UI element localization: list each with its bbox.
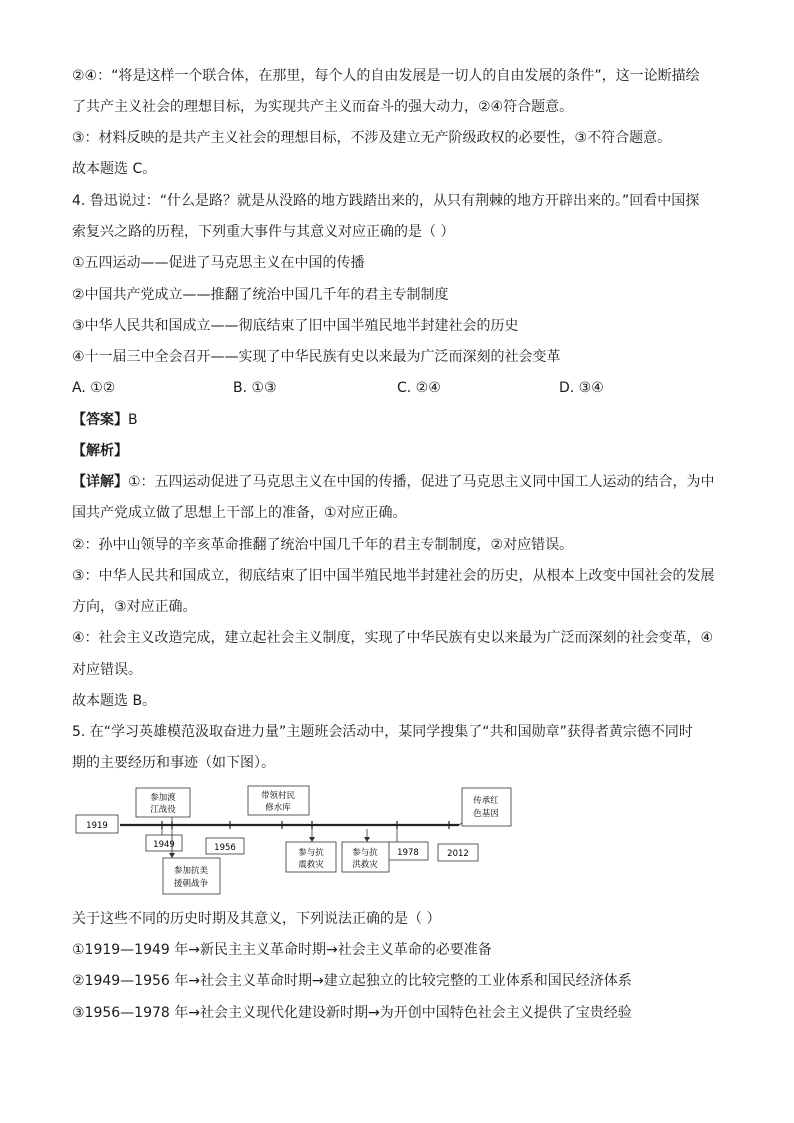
- event-jiangdu-zhanyi: [136, 788, 190, 821]
- year-1919: [76, 815, 118, 833]
- year-2012: [438, 844, 478, 861]
- svg-text:参与抗: 参与抗: [352, 848, 378, 858]
- timeline-figure: [72, 783, 532, 903]
- svg-text:色基因: 色基因: [473, 809, 499, 819]
- detail-line: ④：社会主义改造完成，建立起社会主义制度，实现了中华民族有史以来最为广泛而深刻的社会变革，④: [72, 630, 714, 646]
- question-5-item: ②1949—1956 年→社会主义革命时期→建立起独立的比较完整的工业体系和国民经济体系: [72, 973, 632, 989]
- svg-text:1956: 1956: [214, 843, 236, 853]
- svg-text:修水库: 修水库: [265, 803, 291, 813]
- svg-text:参加抗美: 参加抗美: [173, 866, 209, 876]
- event-hongse-jiyin: [459, 788, 511, 826]
- text-line: ②④：“将是这样一个联合体，在那里，每个人的自由发展是一切人的自由发展的条件”，这一论断描绘: [72, 68, 700, 84]
- svg-text:1949: 1949: [153, 840, 175, 850]
- question-4-item: ①五四运动——促进了马克思主义在中国的传播: [72, 255, 365, 271]
- option-a: A. ①②: [72, 380, 116, 396]
- question-5-stem: 关于这些不同的历史时期及其意义，下列说法正确的是（ ）: [72, 911, 441, 927]
- text-line: 故本题选 C。: [72, 161, 157, 177]
- detail-text: ①：五四运动促进了马克思主义在中国的传播，促进了马克思主义同中国工人运动的结合，为中: [128, 474, 715, 490]
- svg-text:带领村民: 带领村民: [260, 791, 296, 801]
- svg-text:震救灾: 震救灾: [298, 860, 324, 870]
- svg-text:江战役: 江战役: [150, 805, 176, 815]
- svg-text:参加渡: 参加渡: [150, 793, 176, 803]
- answer-label: 【答案】: [72, 412, 128, 428]
- answer: [72, 410, 722, 430]
- year-1978: [388, 829, 428, 860]
- question-5-item: ①1919—1949 年→新民主主义革命时期→社会主义革命的必要准备: [72, 942, 492, 958]
- question-4-item: ②中国共产党成立——推翻了统治中国几千年的君主专制制度: [72, 287, 449, 303]
- analysis-label: 【解析】: [72, 443, 128, 459]
- option-c: C. ②④: [397, 380, 441, 396]
- question-4-item: ④十一届三中全会召开——实现了中华民族有史以来最为广泛而深刻的社会变革: [72, 349, 561, 365]
- svg-text:参与抗: 参与抗: [298, 848, 324, 858]
- question-5-stem: 5. 在“学习英雄模范汲取奋进力量”主题班会活动中，某同学搜集了“共和国勋章”获得者黄宗德不同时: [72, 724, 693, 740]
- svg-text:1978: 1978: [397, 848, 419, 858]
- question-4-stem: 索复兴之路的历程，下列重大事件与其意义对应正确的是（ ）: [72, 224, 455, 240]
- svg-text:1919: 1919: [86, 821, 108, 831]
- detail-line: [72, 472, 722, 492]
- year-1949: [146, 829, 182, 851]
- detail-label: 【详解】: [72, 474, 128, 490]
- text-line: ③：材料反映的是共产主义社会的理想目标，不涉及建立无产阶级政权的必要性，③不符合题意。: [72, 130, 672, 146]
- answer-value: B: [128, 412, 138, 428]
- detail-line: 方向，③对应正确。: [72, 599, 197, 615]
- svg-text:传承红: 传承红: [473, 796, 499, 806]
- svg-text:2012: 2012: [447, 849, 469, 859]
- svg-text:洪救灾: 洪救灾: [352, 860, 378, 870]
- event-kangzhen-jiuzai: [286, 829, 336, 872]
- detail-line: 国共产党成立做了思想上干部上的准备，①对应正确。: [72, 505, 407, 521]
- question-4-item: ③中华人民共和国成立——彻底结束了旧中国半殖民地半封建社会的历史: [72, 318, 519, 334]
- option-d: D. ③④: [559, 380, 604, 396]
- event-kanghong-jiuzai: [342, 829, 389, 872]
- question-4-stem: 4. 鲁迅说过：“什么是路？就是从没路的地方践踏出来的，从只有荆棘的地方开辟出来的。”回看中国探: [72, 193, 700, 209]
- detail-line: 对应错误。: [72, 662, 142, 678]
- event-shuiku: [248, 786, 309, 815]
- question-5-stem: 期的主要经历和事迹（如下图）。: [72, 755, 275, 771]
- question-5-item: ③1956—1978 年→社会主义现代化建设新时期→为开创中国特色社会主义提供了宝贵经验: [72, 1005, 632, 1021]
- detail-line: 故本题选 B。: [72, 693, 157, 709]
- option-b: B. ①③: [233, 380, 277, 396]
- detail-line: ③：中华人民共和国成立，彻底结束了旧中国半殖民地半封建社会的历史，从根本上改变中国社会的发展: [72, 568, 715, 584]
- year-1956: [206, 838, 244, 854]
- svg-text:援朝战争: 援朝战争: [173, 879, 209, 889]
- detail-line: ②：孙中山领导的辛亥革命推翻了统治中国几千年的君主专制制度，②对应错误。: [72, 537, 574, 553]
- text-line: 了共产主义社会的理想目标，为实现共产主义而奋斗的强大动力，②④符合题意。: [72, 99, 574, 115]
